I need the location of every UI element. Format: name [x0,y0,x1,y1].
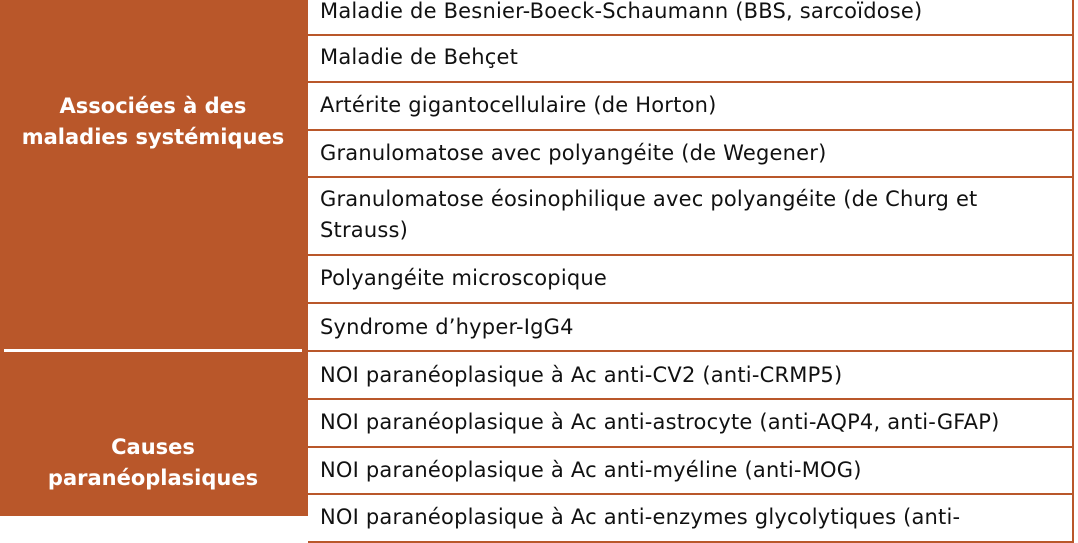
table-row [308,304,1074,352]
table-cell: Granulomatose avec polyangéite (de Wegener) [320,141,827,165]
table-cell-line: Strauss) [320,218,409,242]
table-cell: Maladie de Besnier-Boeck-Schaumann (BBS, sarcoïdose) [320,0,923,23]
category-label-line: Associées à des [59,94,247,118]
category-column [0,0,306,516]
table-row [308,400,1074,448]
table-row [308,36,1074,83]
category-divider [4,349,302,352]
table-row [308,448,1074,495]
category-label-line: maladies systémiques [21,125,285,149]
table-cell: Artérite gigantocellulaire (de Horton) [320,93,717,117]
table-cell-line: Granulomatose éosinophilique avec polyangéite (de Churg et [320,187,978,211]
table-cell: NOI paranéoplasique à Ac anti-astrocyte (anti-AQP4, anti-GFAP) [320,410,1000,434]
category-label-line: Causes [111,435,195,459]
table-cell: NOI paranéoplasique à Ac anti-enzymes glycolytiques (anti- [320,505,961,529]
table-cell: Maladie de Behçet [320,45,519,69]
table-cell: Syndrome d’hyper-IgG4 [320,315,574,339]
causes-column [306,0,1078,529]
table-cell: Polyangéite microscopique [320,266,608,290]
category-label-line: paranéoplasiques [47,466,259,490]
table-cell: NOI paranéoplasique à Ac anti-CV2 (anti-CRMP5) [320,363,843,387]
table-row [308,352,1074,400]
table-row [308,0,1074,36]
table-row [308,178,1074,256]
table-row [308,83,1074,131]
table-row [308,131,1074,178]
category-label-paraneoplastic [0,432,306,494]
table-row [308,495,1074,543]
table-row [308,256,1074,304]
category-label-systemic [0,91,306,153]
table-cell [320,184,1060,246]
table-cell: NOI paranéoplasique à Ac anti-myéline (anti-MOG) [320,458,862,482]
